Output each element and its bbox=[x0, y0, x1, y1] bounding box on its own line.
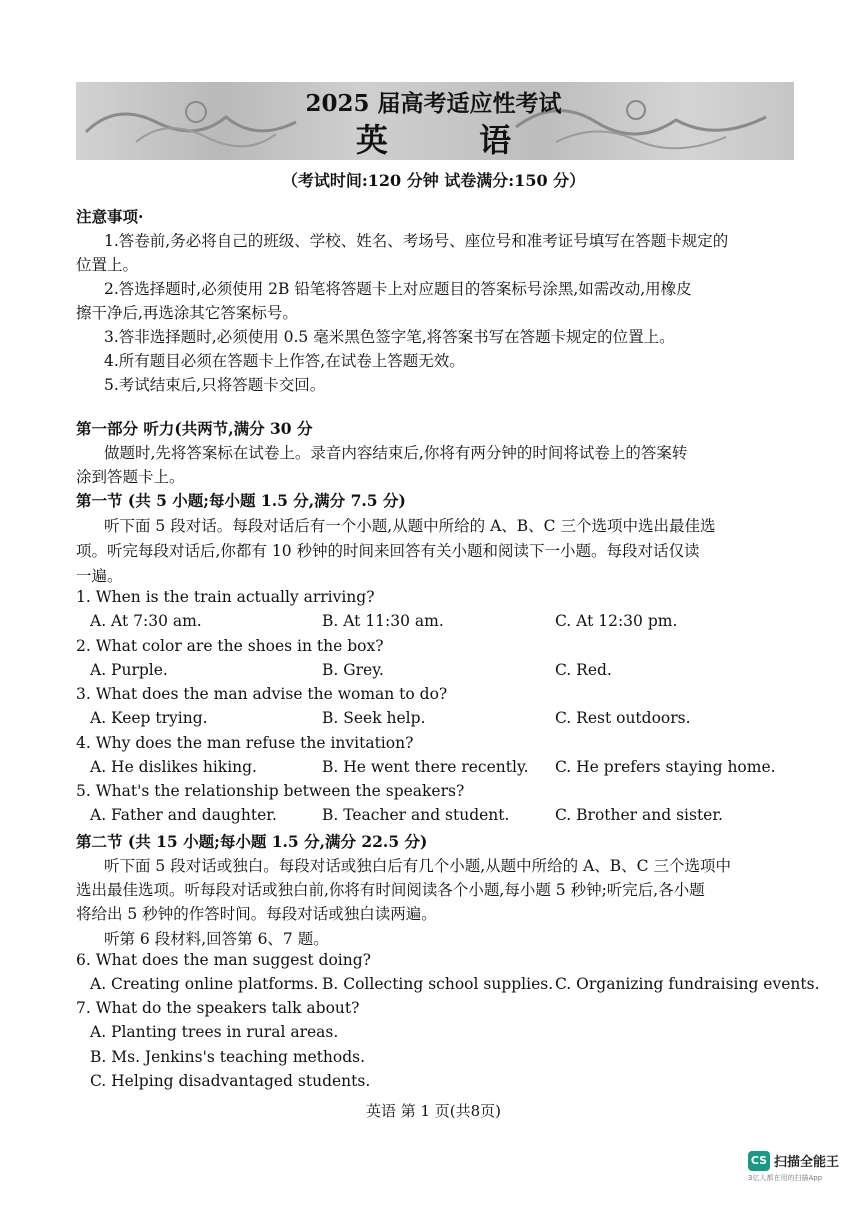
section2-intro: 选出最佳选项。听每段对话或独白前,你将有时间阅读各个小题,每小题 5 秒钟;听完后,各小题 bbox=[76, 881, 705, 899]
section1-intro: 一遍。 bbox=[76, 567, 123, 585]
question-text: 1. When is the train actually arriving? bbox=[76, 588, 375, 606]
section2-heading: 第二节 (共 15 小题;每小题 1.5 分,满分 22.5 分) bbox=[76, 832, 428, 851]
option-a: A. Creating online platforms. bbox=[90, 975, 319, 993]
question-text: 4. Why does the man refuse the invitation? bbox=[76, 734, 414, 752]
question-text: 2. What color are the shoes in the box? bbox=[76, 637, 384, 655]
question-text: 3. What does the man advise the woman to do? bbox=[76, 685, 448, 703]
section2-intro: 听下面 5 段对话或独白。每段对话或独白后有几个小题,从题中所给的 A、B、C 三个选项中 bbox=[104, 857, 731, 875]
page-footer: 英语 第 1 页(共8页) bbox=[365, 1102, 502, 1120]
option-b: B. At 11:30 am. bbox=[322, 612, 444, 630]
watermark-tagline: 3亿人都在用的扫描App bbox=[748, 1173, 823, 1182]
notice-line: 3.答非选择题时,必须使用 0.5 毫米黑色签字笔,将答案书写在答题卡规定的位置上。 bbox=[104, 328, 675, 346]
part1-heading: 第一部分 听力(共两节,满分 30 分 bbox=[76, 419, 313, 438]
option-b: B. Collecting school supplies. bbox=[322, 975, 554, 993]
option-c: C. Organizing fundraising events. bbox=[555, 975, 820, 993]
question-text: 7. What do the speakers talk about? bbox=[76, 999, 360, 1017]
notice-line: 1.答卷前,务必将自己的班级、学校、姓名、考场号、座位号和准考证号填写在答题卡规定的 bbox=[104, 232, 729, 250]
option-c: C. Red. bbox=[555, 661, 612, 679]
section1-intro: 听下面 5 段对话。每段对话后有一个小题,从题中所给的 A、B、C 三个选项中选出最佳选 bbox=[104, 517, 716, 535]
scanner-watermark bbox=[748, 1150, 853, 1183]
option-a: A. He dislikes hiking. bbox=[90, 758, 257, 776]
notice-line: 位置上。 bbox=[76, 256, 139, 274]
material-instruction: 听第 6 段材料,回答第 6、7 题。 bbox=[104, 930, 329, 948]
option-b: B. Teacher and student. bbox=[322, 806, 510, 824]
notice-heading: 注意事项· bbox=[76, 207, 144, 226]
option-c: C. Rest outdoors. bbox=[555, 709, 691, 727]
notice-line: 擦干净后,再选涂其它答案标号。 bbox=[76, 304, 298, 322]
section1-intro: 项。听完每段对话后,你都有 10 秒钟的时间来回答有关小题和阅读下一小题。每段对话仅读 bbox=[76, 542, 700, 560]
option-b: B. Seek help. bbox=[322, 709, 426, 727]
section1-heading: 第一节 (共 5 小题;每小题 1.5 分,满分 7.5 分) bbox=[76, 491, 406, 510]
exam-title: 2025 届高考适应性考试 bbox=[305, 90, 562, 117]
option-a: A. Planting trees in rural areas. bbox=[90, 1023, 339, 1041]
subject-title: 英 语 bbox=[355, 121, 552, 159]
option-a: A. Father and daughter. bbox=[90, 806, 277, 824]
section2-intro: 将给出 5 秒钟的作答时间。每段对话或独白读两遍。 bbox=[76, 905, 437, 923]
part1-intro: 涂到答题卡上。 bbox=[76, 468, 185, 486]
question-text: 6. What does the man suggest doing? bbox=[76, 951, 371, 969]
option-b: B. He went there recently. bbox=[322, 758, 529, 776]
notice-line: 4.所有题目必须在答题卡上作答,在试卷上答题无效。 bbox=[104, 352, 465, 370]
option-c: C. Helping disadvantaged students. bbox=[90, 1072, 371, 1090]
option-c: C. He prefers staying home. bbox=[555, 758, 776, 776]
camscanner-logo-icon: CS bbox=[748, 1151, 770, 1171]
option-a: A. At 7:30 am. bbox=[90, 612, 202, 630]
notice-line: 2.答选择题时,必须使用 2B 铅笔将答题卡上对应题目的答案标号涂黑,如需改动,用橡皮 bbox=[104, 280, 692, 298]
option-a: A. Purple. bbox=[90, 661, 168, 679]
option-c: C. At 12:30 pm. bbox=[555, 612, 678, 630]
notice-line: 5.考试结束后,只将答题卡交回。 bbox=[104, 376, 326, 394]
option-b: B. Grey. bbox=[322, 661, 384, 679]
exam-time-info: （考试时间:120 分钟 试卷满分:150 分） bbox=[281, 171, 586, 190]
option-a: A. Keep trying. bbox=[90, 709, 208, 727]
option-c: C. Brother and sister. bbox=[555, 806, 723, 824]
option-b: B. Ms. Jenkins's teaching methods. bbox=[90, 1048, 366, 1066]
part1-intro: 做题时,先将答案标在试卷上。录音内容结束后,你将有两分钟的时间将试卷上的答案转 bbox=[104, 444, 688, 462]
watermark-name: 扫描全能王 bbox=[774, 1155, 840, 1170]
question-text: 5. What's the relationship between the speakers? bbox=[76, 782, 465, 800]
